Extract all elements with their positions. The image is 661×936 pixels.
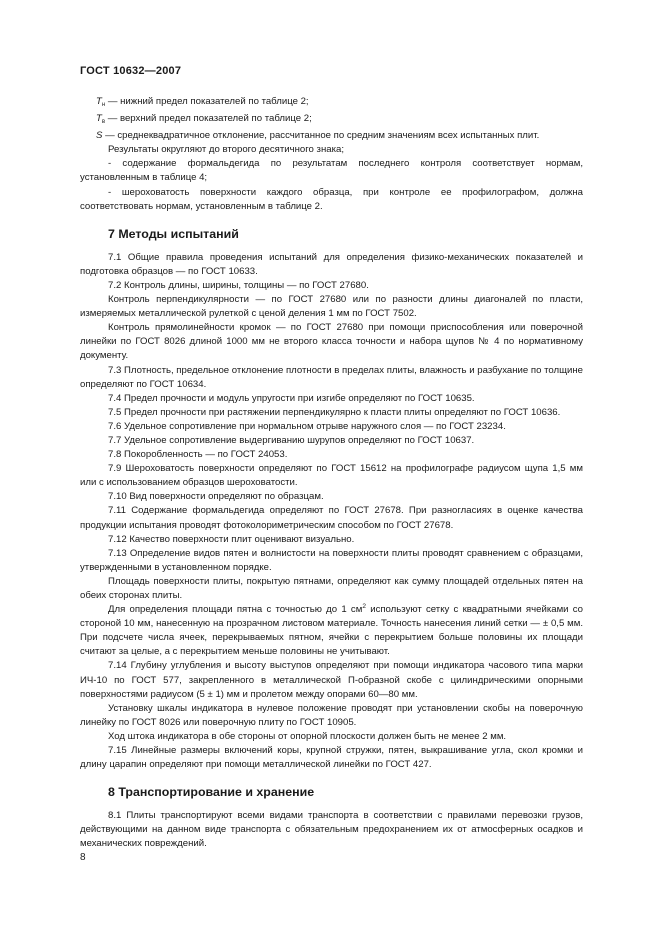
clause-7-9: 7.9 Шероховатость поверхности определяют по ГОСТ 15612 на профилографе радиусом щупа 1,5 мм или с использованием образцов шероховатости.	[80, 463, 583, 489]
paragraph-stain-area: Для определения площади пятна с точностью до 1 $см^2$ используют сетку с квадратными ячейками со стороной 10 мм, нанесенную на прозрачном листовом материале. Точность нанесения линий сетки — ± 0,5 мм. При подсчете числа ячеек, перекрываемых пятном, ячейки с перекрытием больше половины их площади считают за целые, а с перекрытием меньше половины не учитывают.	[80, 603, 584, 658]
clause-8-1: 8.1 Плиты транспортируют всеми видами транспорта в соответствии с правилами перевозки грузов, действующими на данном виде транспорта с обязательным предохранением их от атмосферных осадков и механических повреждений.	[80, 810, 583, 850]
clause-7-6: 7.6 Удельное сопротивление при нормальном отрыве наружного слоя — по ГОСТ 23234.	[108, 420, 506, 432]
page-number: 8	[80, 852, 86, 863]
paragraph: - шероховатость поверхности каждого образца, при контроле ее профилографом, должна соответствовать нормам, установленным в таблице 2.	[80, 186, 583, 212]
symbol-definitions	[80, 95, 583, 143]
clause-7-11: 7.11 Содержание формальдегида определяют по ГОСТ 27678. При разногласиях в оценке качества продукции испытания проводят фотоколориметрическим способом по ГОСТ 27678.	[80, 505, 583, 531]
clause-7-2: 7.2 Контроль длины, ширины, толщины — по ГОСТ 27680.	[108, 279, 369, 291]
clause-7-13: 7.13 Определение видов пятен и волнистости на поверхности плиты проводят сравнением с образцами, утвержденными в установленном порядке.	[80, 547, 583, 573]
clause-7-7: 7.7 Удельное сопротивление выдергиванию шурупов определяют по ГОСТ 10637.	[108, 434, 475, 446]
clause-7-10: 7.10 Вид поверхности определяют по образцам.	[108, 491, 324, 503]
clause-7-12: 7.12 Качество поверхности плит оценивают визуально.	[108, 533, 355, 545]
clause-7-4: 7.4 Предел прочности и модуль упругости при изгибе определяют по ГОСТ 10635.	[108, 392, 475, 404]
clause-7-8: 7.8 Покоробленность — по ГОСТ 24053.	[108, 449, 288, 461]
clause-7-1: 7.1 Общие правила проведения испытаний для определения физико-механических показателей и подготовка образцов — по ГОСТ 10633.	[80, 251, 583, 277]
clause-7-5: 7.5 Предел прочности при растяжении перпендикулярно к пласти плиты определяют по ГОСТ 10636.	[108, 406, 561, 418]
paragraph: Установку шкалы индикатора в нулевое положение проводят при установлении скобы на поверочную линейку по ГОСТ 8026 или поверочную плиту по ГОСТ 10905.	[80, 702, 583, 728]
paragraph: Площадь поверхности плиты, покрытую пятнами, определяют как сумму площадей отдельных пятен на обеих сторонах плиты.	[80, 575, 583, 601]
paragraph: - содержание формальдегида по результатам последнего контроля соответствует нормам, установленным в таблице 4;	[80, 158, 583, 184]
section-heading-7: 7 Методы испытаний	[108, 226, 239, 241]
clause-7-14: 7.14 Глубину углубления и высоту выступов определяют при помощи индикатора часового типа марки ИЧ-10 по ГОСТ 577, закрепленного в металлической П-образной скобе с цилиндрическими опорными поверхностями радиусом (5 ± 1) мм и пролетом между опорами 60—80 мм.	[80, 660, 583, 700]
clause-7-3: 7.3 Плотность, предельное отклонение плотности в пределах плиты, влажность и разбухание по толщине определяют по ГОСТ 10634.	[80, 364, 583, 390]
section-heading-8: 8 Транспортирование и хранение	[108, 785, 315, 800]
clause-7-15: 7.15 Линейные размеры включений коры, крупной стружки, пятен, выкрашивание угла, скол кромки и длину царапин определяют при помощи металлической линейки по ГОСТ 427.	[80, 745, 583, 771]
paragraph: Результаты округляют до второго десятичного знака;	[108, 144, 344, 156]
document-body	[80, 95, 583, 852]
symbol-def-stddev: S — среднеквадратичное отклонение, рассчитанное по средним значениям всех испытанных плит.	[96, 130, 540, 142]
symbol-def-upper: $T_в$ — верхний предел показателей по таблице 2;	[96, 113, 312, 126]
symbol-def-lower: $T_н$ — нижний предел показателей по таблице 2;	[96, 96, 309, 108]
paragraph: Контроль прямолинейности кромок — по ГОСТ 27680 при помощи приспособления или поверочной линейки по ГОСТ 8026 длиной 1000 мм не второго класса точности и набора щупов № 4 по нормативному документу.	[80, 322, 583, 362]
paragraph: Контроль перпендикулярности — по ГОСТ 27680 или по разности длины диагоналей по пласти, измеряемых металлической рулеткой с ценой деления 1 мм по ГОСТ 7502.	[80, 294, 583, 320]
paragraph: Ход штока индикатора в обе стороны от опорной плоскости должен быть не менее 2 мм.	[108, 730, 507, 742]
document-header: ГОСТ 10632—2007	[80, 65, 182, 77]
